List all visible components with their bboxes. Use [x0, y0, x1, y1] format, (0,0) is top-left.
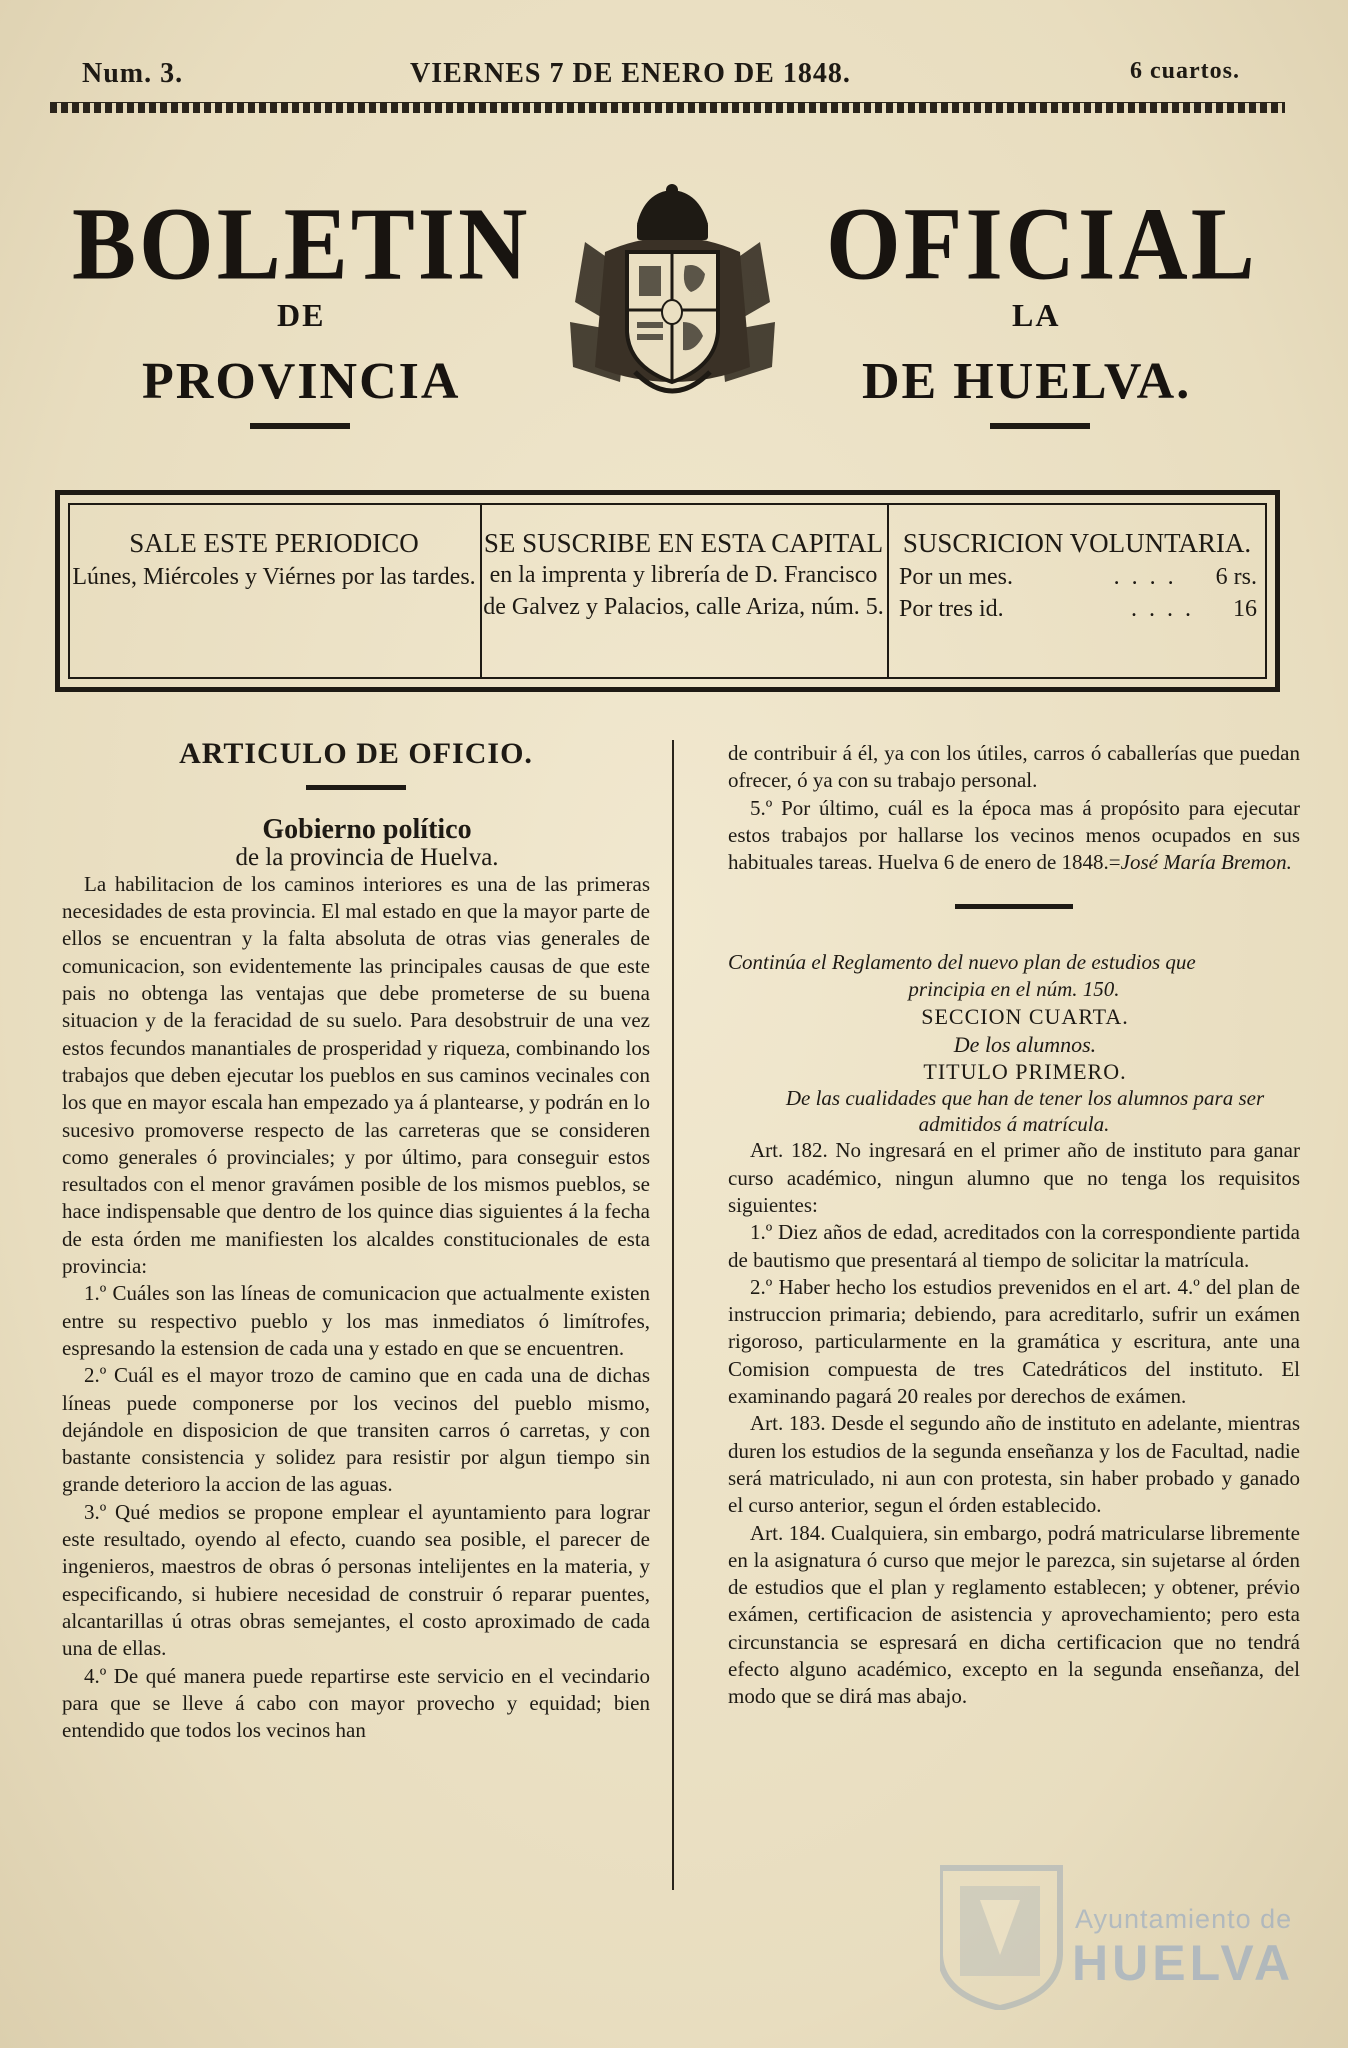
section-subtitle: De los alumnos. [953, 1031, 1097, 1057]
masthead-word: PROVINCIA [142, 353, 461, 410]
issue-number: Num. 3. [82, 58, 184, 89]
article-continuation: de contribuir á él, ya con los útiles, carros ó caballerías que puedan ofrecer, ó ya con su trabajo personal. [728, 741, 1300, 793]
masthead-word: LA [1012, 297, 1061, 333]
left-column [62, 738, 650, 1744]
ornamental-rule [50, 102, 1285, 113]
issue-header [80, 58, 1260, 98]
rate-row [889, 561, 1265, 593]
authority-subtitle: de la provincia de Huelva. [235, 843, 499, 871]
column-divider [672, 740, 674, 1890]
regulation-article: Art. 183. Desde el segundo año de instituto en adelante, mientras duren los estudios de la segunda enseñanza y los de Facultad, nadie será matriculado, ni aun con protesta, sin haber probado y ganado el curso anterior, segun el órden establecido. [728, 1411, 1300, 1518]
rate-value: 16 [1233, 596, 1257, 622]
signature: José María Bremon. [1120, 850, 1292, 875]
right-column [728, 740, 1300, 1711]
rate-label: Por un mes. [899, 564, 1013, 590]
rate-label: Por tres id. [899, 596, 1004, 622]
location-text: en la imprenta y librería de D. Francisco de Galvez y Palacios, calle Ariza, núm. 5. [483, 562, 884, 620]
article-paragraph: La habilitacion de los caminos interiores es una de las primeras necesidades de esta provincia. El mal estado en que la mayor parte de ellos se encuentran y la falta absoluta de otras vias generales de comunicacion, son evidentemente las principales causas de que este pais no obtenga las ventajas que debe prometerse de su buena situacion y de la feracidad de su suelo. Para desobstruir de una vez estos fecundos manantiales de prosperidad y riqueza, combinando los trabajos que deben ejecutar los pueblos en sus caminos vecinales con los que en mayor escala han empezado ya á plantearse, y podrán en lo sucesivo promoverse respecto de las carreteras que se consideren como generales ó provinciales; y por último, para conseguir estos resultados con el menor gravámen posible de los mismos pueblos, se hace indispensable que dentro de los quince dias siguientes á la fecha de esta órden me manifiesten los alcaldes constitucionales de esta provincia: [62, 871, 650, 1279]
watermark-line: HUELVA [1072, 1935, 1295, 1991]
regulation-article: Art. 182. No ingresará en el primer año de instituto para ganar curso académico, ningun alumno que no tenga los requisitos siguientes: [728, 1138, 1300, 1217]
masthead-word: DE [277, 297, 326, 333]
regulation-item: 1.º Diez años de edad, acreditados con la correspondiente partida de bautismo que presentará al tiempo de solicitar la matrícula. [728, 1220, 1300, 1272]
section-title: SECCION CUARTA. [921, 1004, 1129, 1030]
article-item: 3.º Qué medios se propone emplear el ayuntamiento para lograr este resultado, oyendo al efecto, cuando sea posible, el parecer de ingenieros, maestros de obras ó personas intelijentes en la materia, y especificando, si hubiere necesidad de construir ó reparar puentes, alcantarillas ú otras obras semejantes, el costo aproximado de cada una de ellas. [62, 1499, 650, 1661]
rate-row [889, 593, 1265, 625]
royal-coat-of-arms-icon [565, 182, 780, 412]
masthead-word: DE HUELVA. [862, 353, 1192, 410]
article-item [728, 795, 1300, 877]
article-item: 4.º De qué manera puede repartirse este servicio en el vecindario para que se lleve á cabo con mayor provecho y equidad; bien entendido que todos los vecinos han [62, 1663, 650, 1743]
rate-value: 6 rs. [1215, 564, 1257, 590]
masthead-word: OFICIAL [826, 185, 1258, 302]
regulation-item: 2.º Haber hecho los estudios prevenidos en el art. 4.º del plan de instruccion primaria; debiendo, para acreditarlo, sufrir un exámen rigoroso, particularmente en la gramática y escritura, ante una Comision compuesta de tres Catedráticos del instituto. El examinando pagará 20 reales por derechos de exámen. [728, 1274, 1300, 1409]
title-heading: TITULO PRIMERO. [923, 1059, 1127, 1085]
continuation-note [728, 949, 1300, 1003]
schedule-title: SALE ESTE PERIODICO [129, 528, 419, 558]
masthead-bar [990, 423, 1090, 429]
watermark-line: Ayuntamiento de [1075, 1904, 1293, 1934]
subscription-location [480, 505, 885, 677]
location-title: SE SUSCRIBE EN ESTA CAPITAL [483, 528, 884, 558]
publication-schedule [70, 505, 478, 677]
continuation-line: Continúa el Reglamento del nuevo plan de estudios que [728, 950, 1196, 975]
issue-price: 6 cuartos. [1130, 58, 1240, 84]
schedule-text: Lúnes, Miércoles y Viérnes por las tardes. [72, 564, 476, 590]
title-subheading: De las cualidades que han de tener los alumnos para ser admitidos á matrícula. [785, 1086, 1265, 1137]
section-heading: ARTICULO DE OFICIO. [179, 737, 533, 770]
rate-dots: .... [1131, 596, 1203, 622]
subscription-rates [887, 505, 1265, 677]
authority-title: Gobierno político [262, 814, 472, 846]
item-text: 5.º Por último, cuál es la época mas á propósito para ejecutar estos trabajos por hallarse los vecinos menos ocupados en sus habituales tareas. Huelva 6 de enero de 1848.= [728, 795, 1300, 875]
rate-dots: .... [1113, 564, 1186, 590]
article-item: 2.º Cuál es el mayor trozo de camino que en cada una de dichas líneas puede componerse por los vecinos del pueblo mismo, dejándole en disposicion de que transiten carros ó carretas, y con bastante consistencia y solidez para resistir por algun tiempo sin grande deterioro la accion de las aguas. [62, 1363, 650, 1497]
continuation-line: principia en el núm. 150. [908, 977, 1120, 1002]
regulation-article: Art. 184. Cualquiera, sin embargo, podrá matricularse libremente en la asignatura ó curso que mejor le parezca, sin sujetarse al órden de estudios que el plan y reglamento establecen; y obtener, prévio exámen, certificacion de asistencia y aprovechamiento; pero esta circunstancia se espresará en dicha certificacion que no tendrá efecto alguno académico, excepto en la segunda enseñanza, del modo que se dirá mas abajo. [728, 1520, 1300, 1709]
subscription-info-box [55, 490, 1280, 692]
masthead-bar [250, 423, 350, 429]
heading-rule [306, 785, 406, 790]
article-item: 1.º Cuáles son las líneas de comunicacion que actualmente existen entre su respectivo pueblo y los mas inmediatos ó limítrofes, espresando la estension de cada una y estado en que se encuentren. [62, 1281, 650, 1360]
issue-date: VIERNES 7 DE ENERO DE 1848. [410, 58, 851, 89]
rates-title: SUSCRICION VOLUNTARIA. [902, 528, 1252, 558]
article-separator [955, 904, 1073, 909]
masthead-word: BOLETIN [72, 185, 531, 302]
